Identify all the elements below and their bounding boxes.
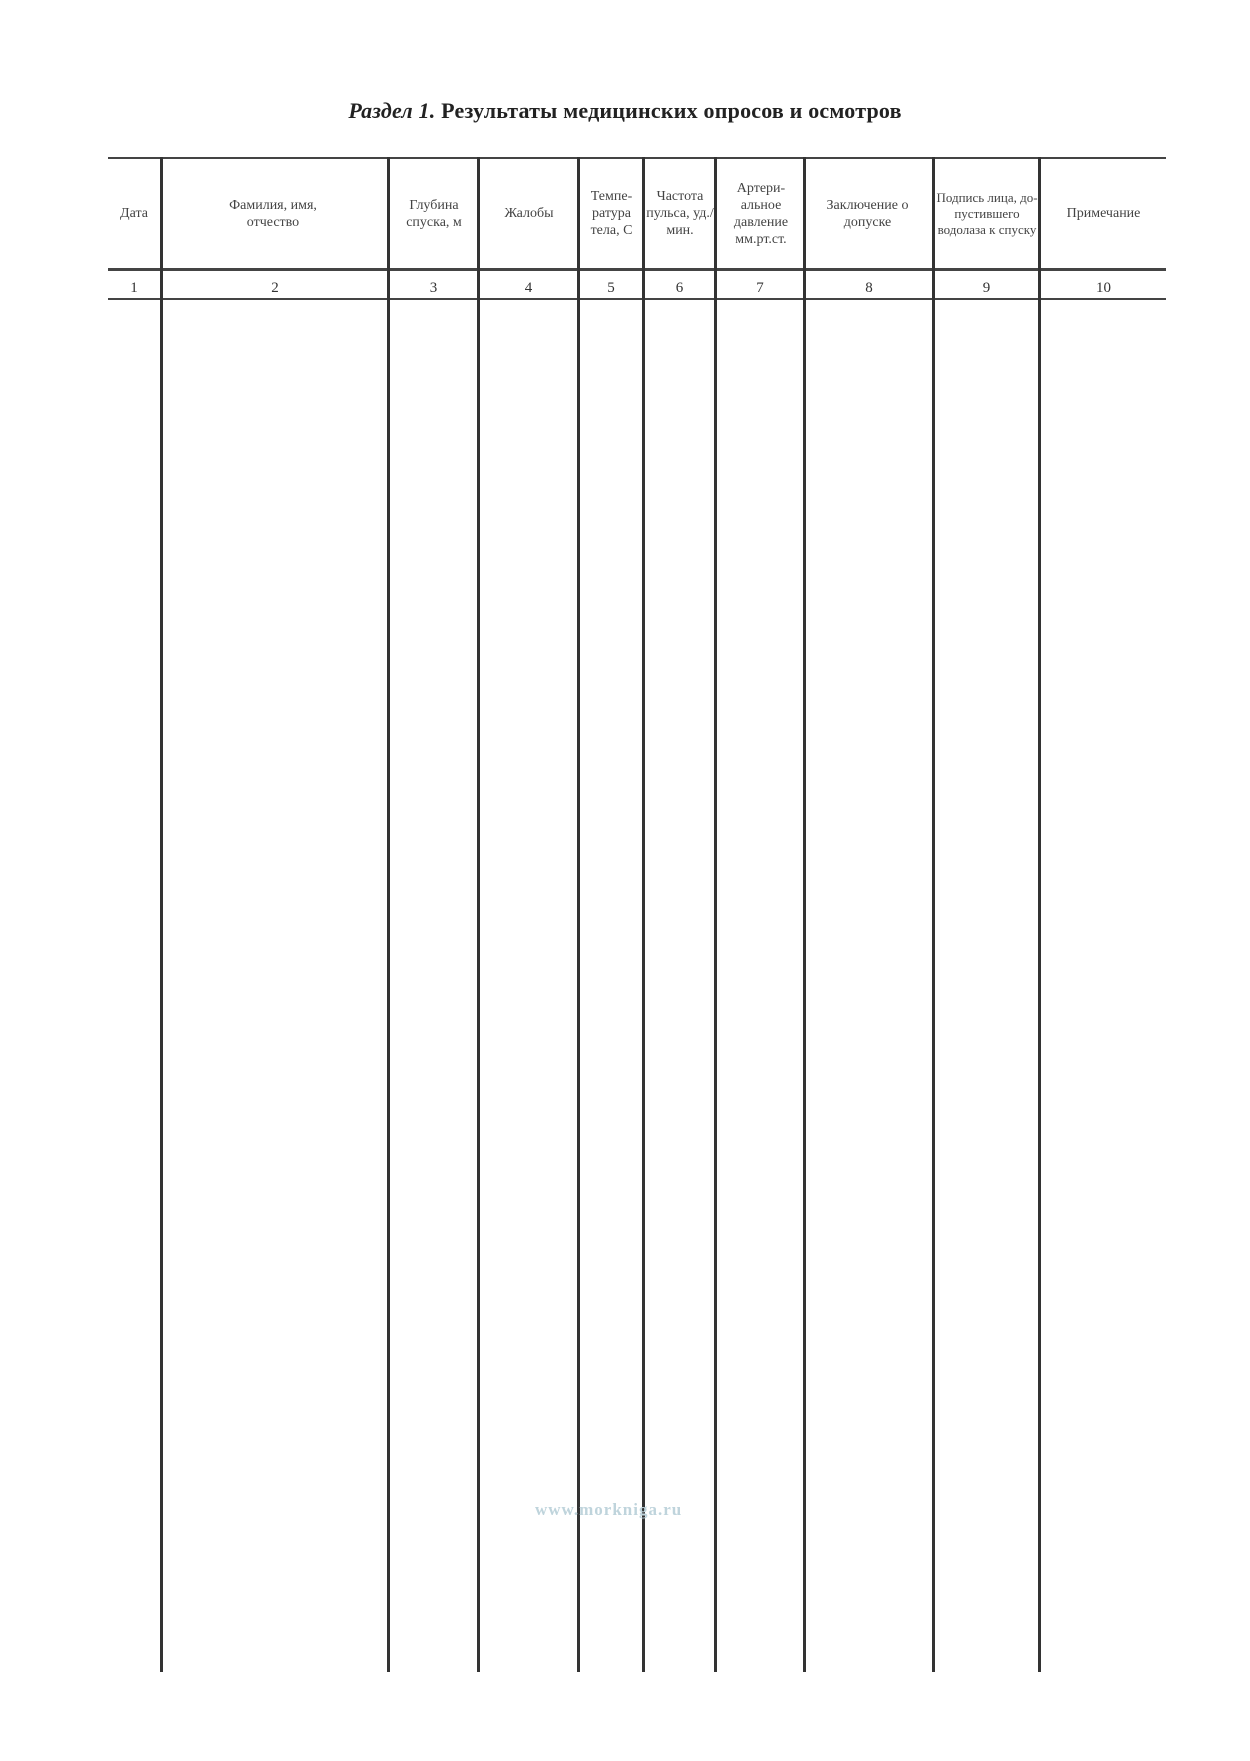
column-divider-9 — [1038, 157, 1041, 1672]
section-heading: Результаты медицинских опросов и осмотров — [441, 98, 902, 123]
header-dive-depth: Глубина спуска, м — [406, 197, 462, 230]
column-number-1: 1 — [130, 279, 138, 296]
header-complaints: Жалобы — [504, 206, 554, 221]
header-body-temperature: Темпе-ратура тела, С — [590, 189, 633, 238]
column-number-9: 9 — [982, 279, 991, 296]
column-number-4: 4 — [524, 279, 533, 296]
column-divider-8 — [932, 157, 935, 1672]
column-number-2: 2 — [271, 279, 279, 296]
header-blood-pressure: Артери-альное давление мм.рт.ст. — [733, 180, 789, 247]
column-divider-7 — [803, 157, 806, 1672]
column-number-6: 6 — [675, 279, 684, 296]
column-divider-2 — [387, 157, 390, 1672]
watermark: www.morkniga.ru — [535, 1500, 683, 1519]
header-date: Дата — [120, 206, 148, 221]
header-admission-conclusion: Заключение о допуске — [826, 197, 909, 230]
header-full-name: Фамилия, имя, отчество — [229, 197, 317, 230]
header-pulse-rate: Частота пульса, уд./мин. — [646, 189, 714, 238]
column-divider-5 — [642, 157, 645, 1672]
column-divider-3 — [477, 157, 480, 1672]
column-number-3: 3 — [429, 279, 438, 296]
column-divider-1 — [160, 157, 163, 1672]
header-notes: Примечание — [1066, 206, 1141, 221]
header-authorizer-signature: Подпись лица, до-пустившего водолаза к спуску — [936, 189, 1038, 237]
column-number-10: 10 — [1096, 279, 1111, 296]
column-number-5: 5 — [607, 279, 615, 296]
section-label: Раздел 1. — [348, 98, 436, 123]
column-number-7: 7 — [756, 279, 764, 296]
column-divider-6 — [714, 157, 717, 1672]
column-number-8: 8 — [865, 279, 873, 296]
header-bottom-rule — [108, 268, 1166, 271]
column-divider-4 — [577, 157, 580, 1672]
